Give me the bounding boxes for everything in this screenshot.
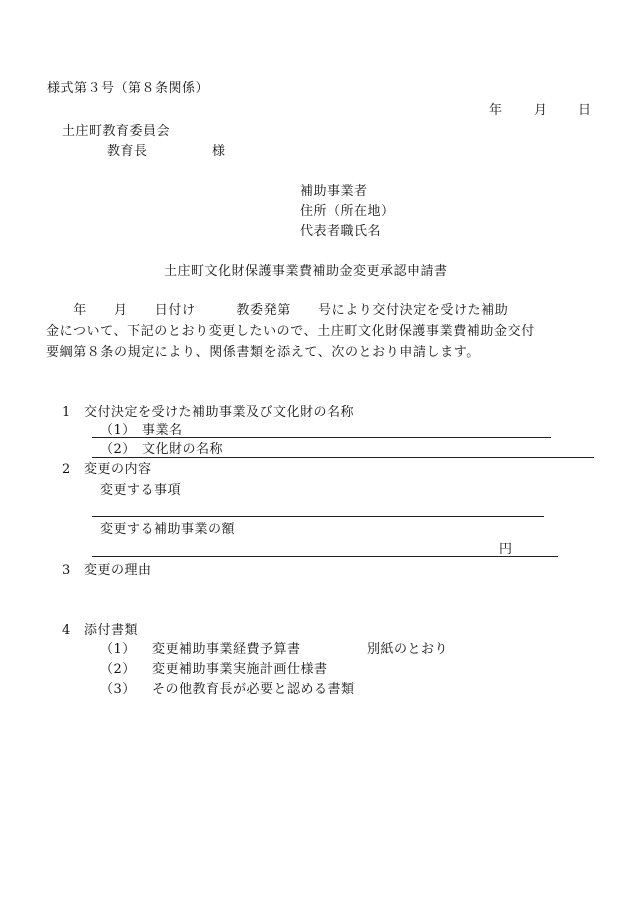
body-line-2: 金について、下記のとおり変更したいので、土庄町文化財保護事業費補助金交付 — [46, 324, 535, 339]
project-name-label: 事業名 — [142, 423, 183, 438]
change-item-label: 変更する事項 — [100, 483, 182, 498]
attachment-label: その他教育長が必要と認める書類 — [152, 682, 355, 697]
change-item-underline — [92, 516, 544, 517]
attachment-item — [100, 662, 328, 678]
item-number: （2） — [100, 442, 136, 457]
attachment-label: 変更補助事業実施計画仕様書 — [152, 662, 328, 677]
body-paragraph — [46, 300, 594, 363]
change-amount-label: 変更する補助事業の額 — [100, 522, 236, 537]
section-3-title: 変更の理由 — [84, 563, 152, 578]
section-4-title: 添付書類 — [84, 623, 139, 638]
project-name-underline — [92, 437, 551, 438]
address-label: 住所（所在地） — [300, 204, 395, 219]
date-day: 日 — [578, 103, 592, 118]
representative-label: 代表者職氏名 — [300, 224, 382, 239]
item-number: （1） — [100, 642, 136, 657]
change-amount-underline — [92, 556, 558, 557]
property-name-label: 文化財の名称 — [142, 442, 224, 457]
section-1-number: 1 — [62, 405, 71, 420]
item-number: （1） — [100, 423, 136, 438]
applicant-label: 補助事業者 — [300, 184, 368, 199]
section-1-title: 交付決定を受けた補助事業及び文化財の名称 — [84, 405, 355, 420]
attachment-label: 変更補助事業経費予算書 — [152, 642, 301, 657]
form-number: 様式第３号（第８条関係） — [47, 81, 210, 96]
section-2-title: 変更の内容 — [84, 462, 152, 477]
document-title: 土庄町文化財保護事業費補助金変更承認申請書 — [164, 264, 448, 279]
section-4-number: 4 — [62, 623, 71, 638]
attachment-item — [100, 682, 355, 698]
addressee-honorific: 様 — [212, 144, 226, 159]
property-name-underline — [92, 457, 594, 458]
attachment-note: 別紙のとおり — [367, 642, 449, 657]
section-2-number: 2 — [62, 462, 71, 477]
section-3-number: 3 — [62, 563, 71, 578]
body-line-1: 年 月 日付け 教委発第 号により交付決定を受けた補助 — [46, 303, 509, 318]
attachment-item — [100, 642, 301, 658]
yen-unit: 円 — [499, 542, 513, 557]
addressee-organization: 土庄町教育委員会 — [62, 124, 171, 139]
item-number: （2） — [100, 662, 136, 677]
item-number: （3） — [100, 682, 136, 697]
addressee-title: 教育長 — [107, 144, 148, 159]
date-month: 月 — [534, 103, 548, 118]
body-line-3: 要綱第８条の規定により、関係書類を添えて、次のとおり申請します。 — [46, 345, 480, 360]
section-1-item-2 — [100, 442, 223, 458]
date-year: 年 — [489, 103, 503, 118]
